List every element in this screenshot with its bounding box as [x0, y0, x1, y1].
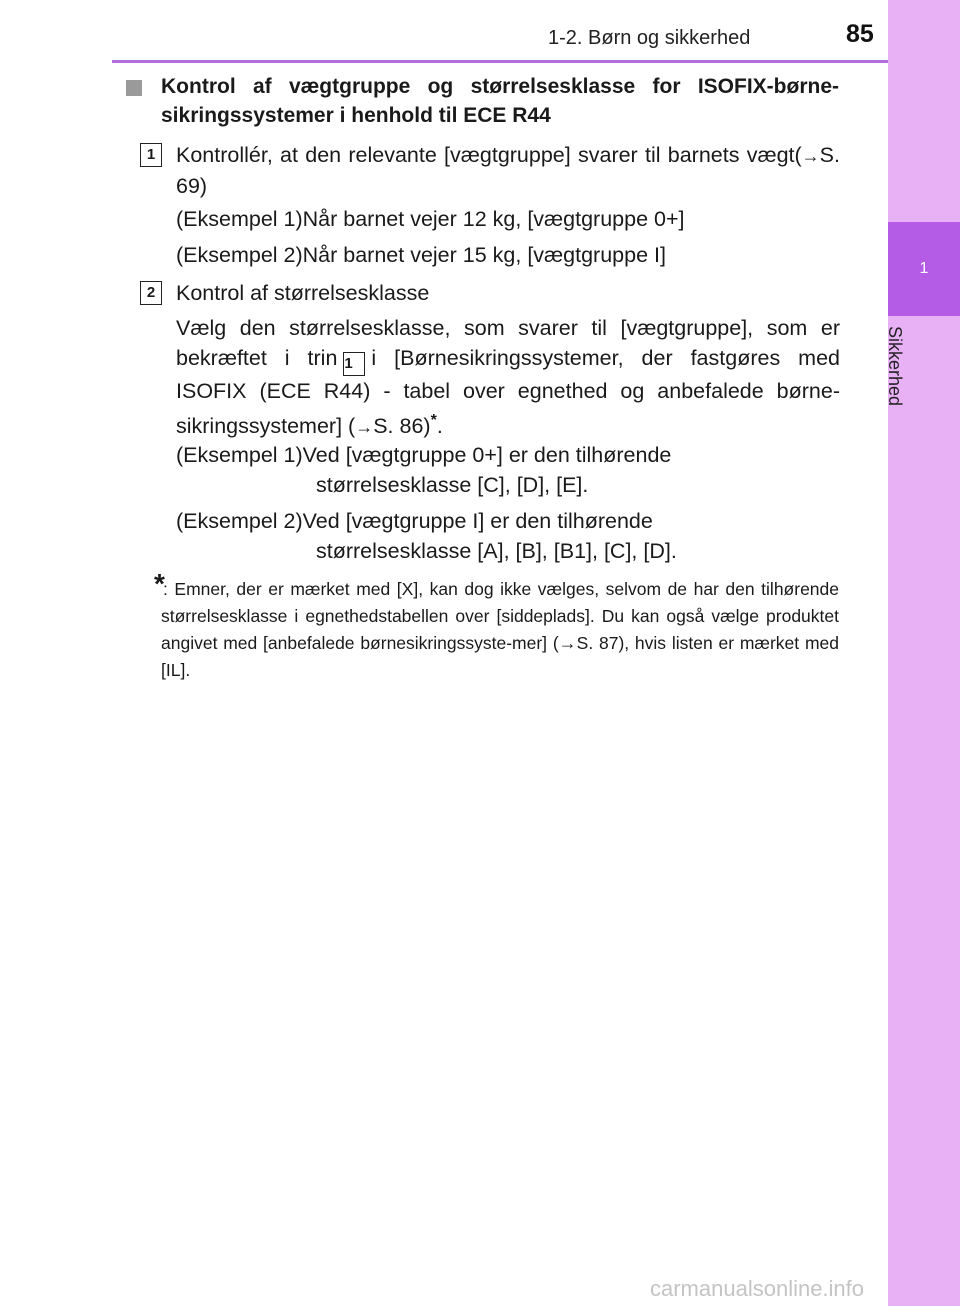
step-2-example-2-line-1: (Eksempel 2)Ved [vægtgruppe I] er den tilhørende: [176, 509, 653, 533]
footnote-text: [161, 576, 839, 684]
section-heading: Kontrol af vægtgruppe og størrelsesklasse for ISOFIX-børne-sikringssystemer i henhold til ECE R44: [161, 75, 839, 127]
step-2-example-2-line-2: størrelsesklasse [A], [B], [B1], [C], [D].: [316, 539, 677, 563]
step-1-text-main: Kontrollér, at den relevante [vægtgruppe] svarer til barnets vægt(: [176, 143, 802, 167]
footnote-star-icon: *: [154, 568, 165, 599]
heading-bullet-icon: [126, 80, 142, 96]
step-2-text-cont: i [Børnesikringssystemer, der fastgøres med ISOFIX (ECE R44) - tabel over egnethed og anbefalede børne-sikringssystemer] (: [176, 346, 840, 439]
footnote-page-ref[interactable]: S. 87), hvis listen er mærket med [IL].: [161, 633, 839, 680]
step-1-example-1: (Eksempel 1)Når barnet vejer 12 kg, [vægtgruppe 0+]: [176, 207, 685, 231]
chapter-number: 1: [919, 260, 929, 277]
step-1-page-ref[interactable]: S. 69): [176, 143, 840, 198]
step-2-text: [176, 313, 840, 442]
arrow-right-icon: →: [801, 146, 820, 166]
step-2-page-ref[interactable]: S. 86): [373, 414, 431, 439]
section-title: 1-2. Børn og sikkerhed: [548, 27, 751, 49]
arrow-right-icon: →: [355, 417, 374, 438]
step-1-text: [176, 140, 840, 201]
step-2-example-1-line-2: størrelsesklasse [C], [D], [E].: [316, 473, 589, 497]
page-number: 85: [846, 20, 874, 48]
header-rule: [112, 60, 888, 63]
chapter-label: Sikkerhed: [885, 326, 905, 407]
step-2-example-2: [176, 506, 840, 566]
step-1-badge: 1: [140, 143, 162, 167]
side-strip: [888, 0, 960, 1306]
step-2-text-main: Vælg den størrelsesklasse, som svarer til [vægtgruppe], som er bekræftet i trin: [176, 316, 840, 370]
step-2-badge: 2: [140, 281, 162, 305]
watermark: carmanualsonline.info: [650, 1276, 865, 1301]
inline-step-1-badge: 1: [343, 352, 365, 376]
footnote-marker: *: [430, 412, 437, 429]
step-2-example-1: [176, 440, 840, 500]
footnote-text-main: : Emner, der er mærket med [X], kan dog ikke vælges, selvom de har den tilhørende størrelsesklasse i egnethedstabellen over [siddeplads]. Du kan også vælge produktet angivet med [anbefalede børnesikringssyste-mer] (: [161, 579, 839, 653]
step-2-example-1-line-1: (Eksempel 1)Ved [vægtgruppe 0+] er den tilhørende: [176, 443, 672, 467]
step-1-example-2: (Eksempel 2)Når barnet vejer 15 kg, [vægtgruppe I]: [176, 243, 666, 267]
step-2-text-end: .: [436, 414, 443, 439]
step-2-title: Kontrol af størrelsesklasse: [176, 281, 430, 305]
arrow-right-icon: →: [558, 633, 577, 653]
